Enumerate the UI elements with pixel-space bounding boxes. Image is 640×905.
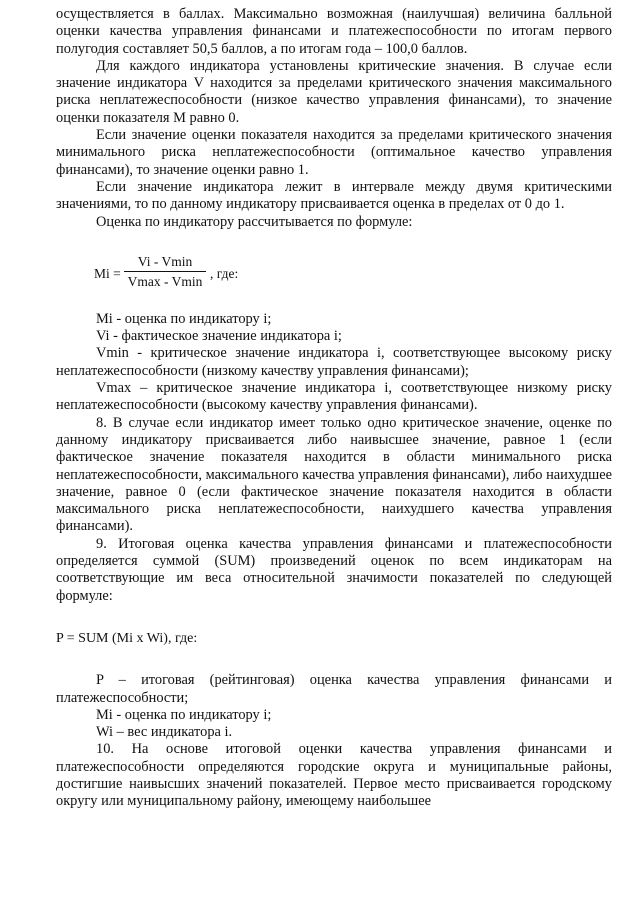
formula-lhs: Mi = xyxy=(94,265,121,281)
formula-definitions xyxy=(56,311,612,415)
definition-mi: Mi - оценка по индикатору i; xyxy=(96,310,272,327)
definition-vi: Vi - фактическое значение индикатора i; xyxy=(96,328,342,345)
definition-wi: Wi – вес индикатора i. xyxy=(96,724,233,741)
paragraph-10-ranking: 10. На основе итоговой оценки качества управления финансами и платежеспособности определяются городские округа и муниципальные районы, достигшие наивысших значений показателей. Первое место присваивается городскому округу или муниципальному району, имеющему наибольшее xyxy=(56,741,612,810)
paragraph-interval: Если значение индикатора лежит в интервале между двумя критическими значениями, то по данному индикатору присваивается оценка в пределах от 0 до 1. xyxy=(56,178,612,213)
definition-p: P – итоговая (рейтинговая) оценка качества управления финансами и платежеспособности; xyxy=(56,672,612,706)
definition-vmax: Vmax – критическое значение индикатора i, соответствующее низкому риску неплатежеспособности (высокому качеству управления финансами). xyxy=(56,380,612,414)
paragraph-critical-values: Для каждого индикатора установлены критические значения. В случае если значение индикатора V находится за пределами критического значения максимального риска неплатежеспособности (низкое качество управления финансами), то значение оценки показателя M равно 0. xyxy=(56,57,612,126)
total-score-formula: P = SUM (Mi x Wi), где: xyxy=(56,630,198,646)
paragraph-8-single-critical: 8. В случае если индикатор имеет только одно критическое значение, оценке по данному индикатору присваивается либо наивысшее значение, равное 1 (если фактическое значение показателя находится в области минимального риска неплатежеспособности, максимального качества управления финансами), либо наихудшее значение, равное 0 (если фактическое значение показателя находится в области максимального риска неплатежеспособности, наихудшего качества управления финансами). xyxy=(56,414,612,535)
paragraph-9-total-score: 9. Итоговая оценка качества управления финансами и платежеспособности определяется суммой (SUM) произведений оценок по всем индикаторам на соответствующие им веса относительной значимости показателей по следующей формуле: xyxy=(56,535,612,604)
formula-fraction xyxy=(122,253,208,290)
paragraph-formula-intro: Оценка по индикатору рассчитывается по формуле: xyxy=(96,213,413,230)
formula-where: , где: xyxy=(210,265,239,281)
paragraph-scoring-max: осуществляется в баллах. Максимально возможная (наилучшая) величина балльной оценки качества управления финансами и платежеспособности по итогам первого полугодия составляет 50,5 баллов, а по итогам года – 100,0 баллов. xyxy=(56,6,612,57)
indicator-score-formula xyxy=(94,253,612,291)
document-page xyxy=(56,6,612,811)
fraction-bar xyxy=(124,271,206,272)
formula-numerator: Vi - Vmin xyxy=(137,253,193,269)
definition-mi-2: Mi - оценка по индикатору i; xyxy=(96,706,272,723)
formula-denominator: Vmax - Vmin xyxy=(127,273,203,289)
total-formula-definitions xyxy=(56,672,612,741)
paragraph-min-risk: Если значение оценки показателя находится за пределами критического значения минимального риска неплатежеспособности (оптимальное качество управления финансами), то значение оценки равно 1. xyxy=(56,127,612,178)
definition-vmin: Vmin - критическое значение индикатора i, соответствующее высокому риску неплатежеспособности (низкому качеству управления финансами); xyxy=(56,345,612,379)
